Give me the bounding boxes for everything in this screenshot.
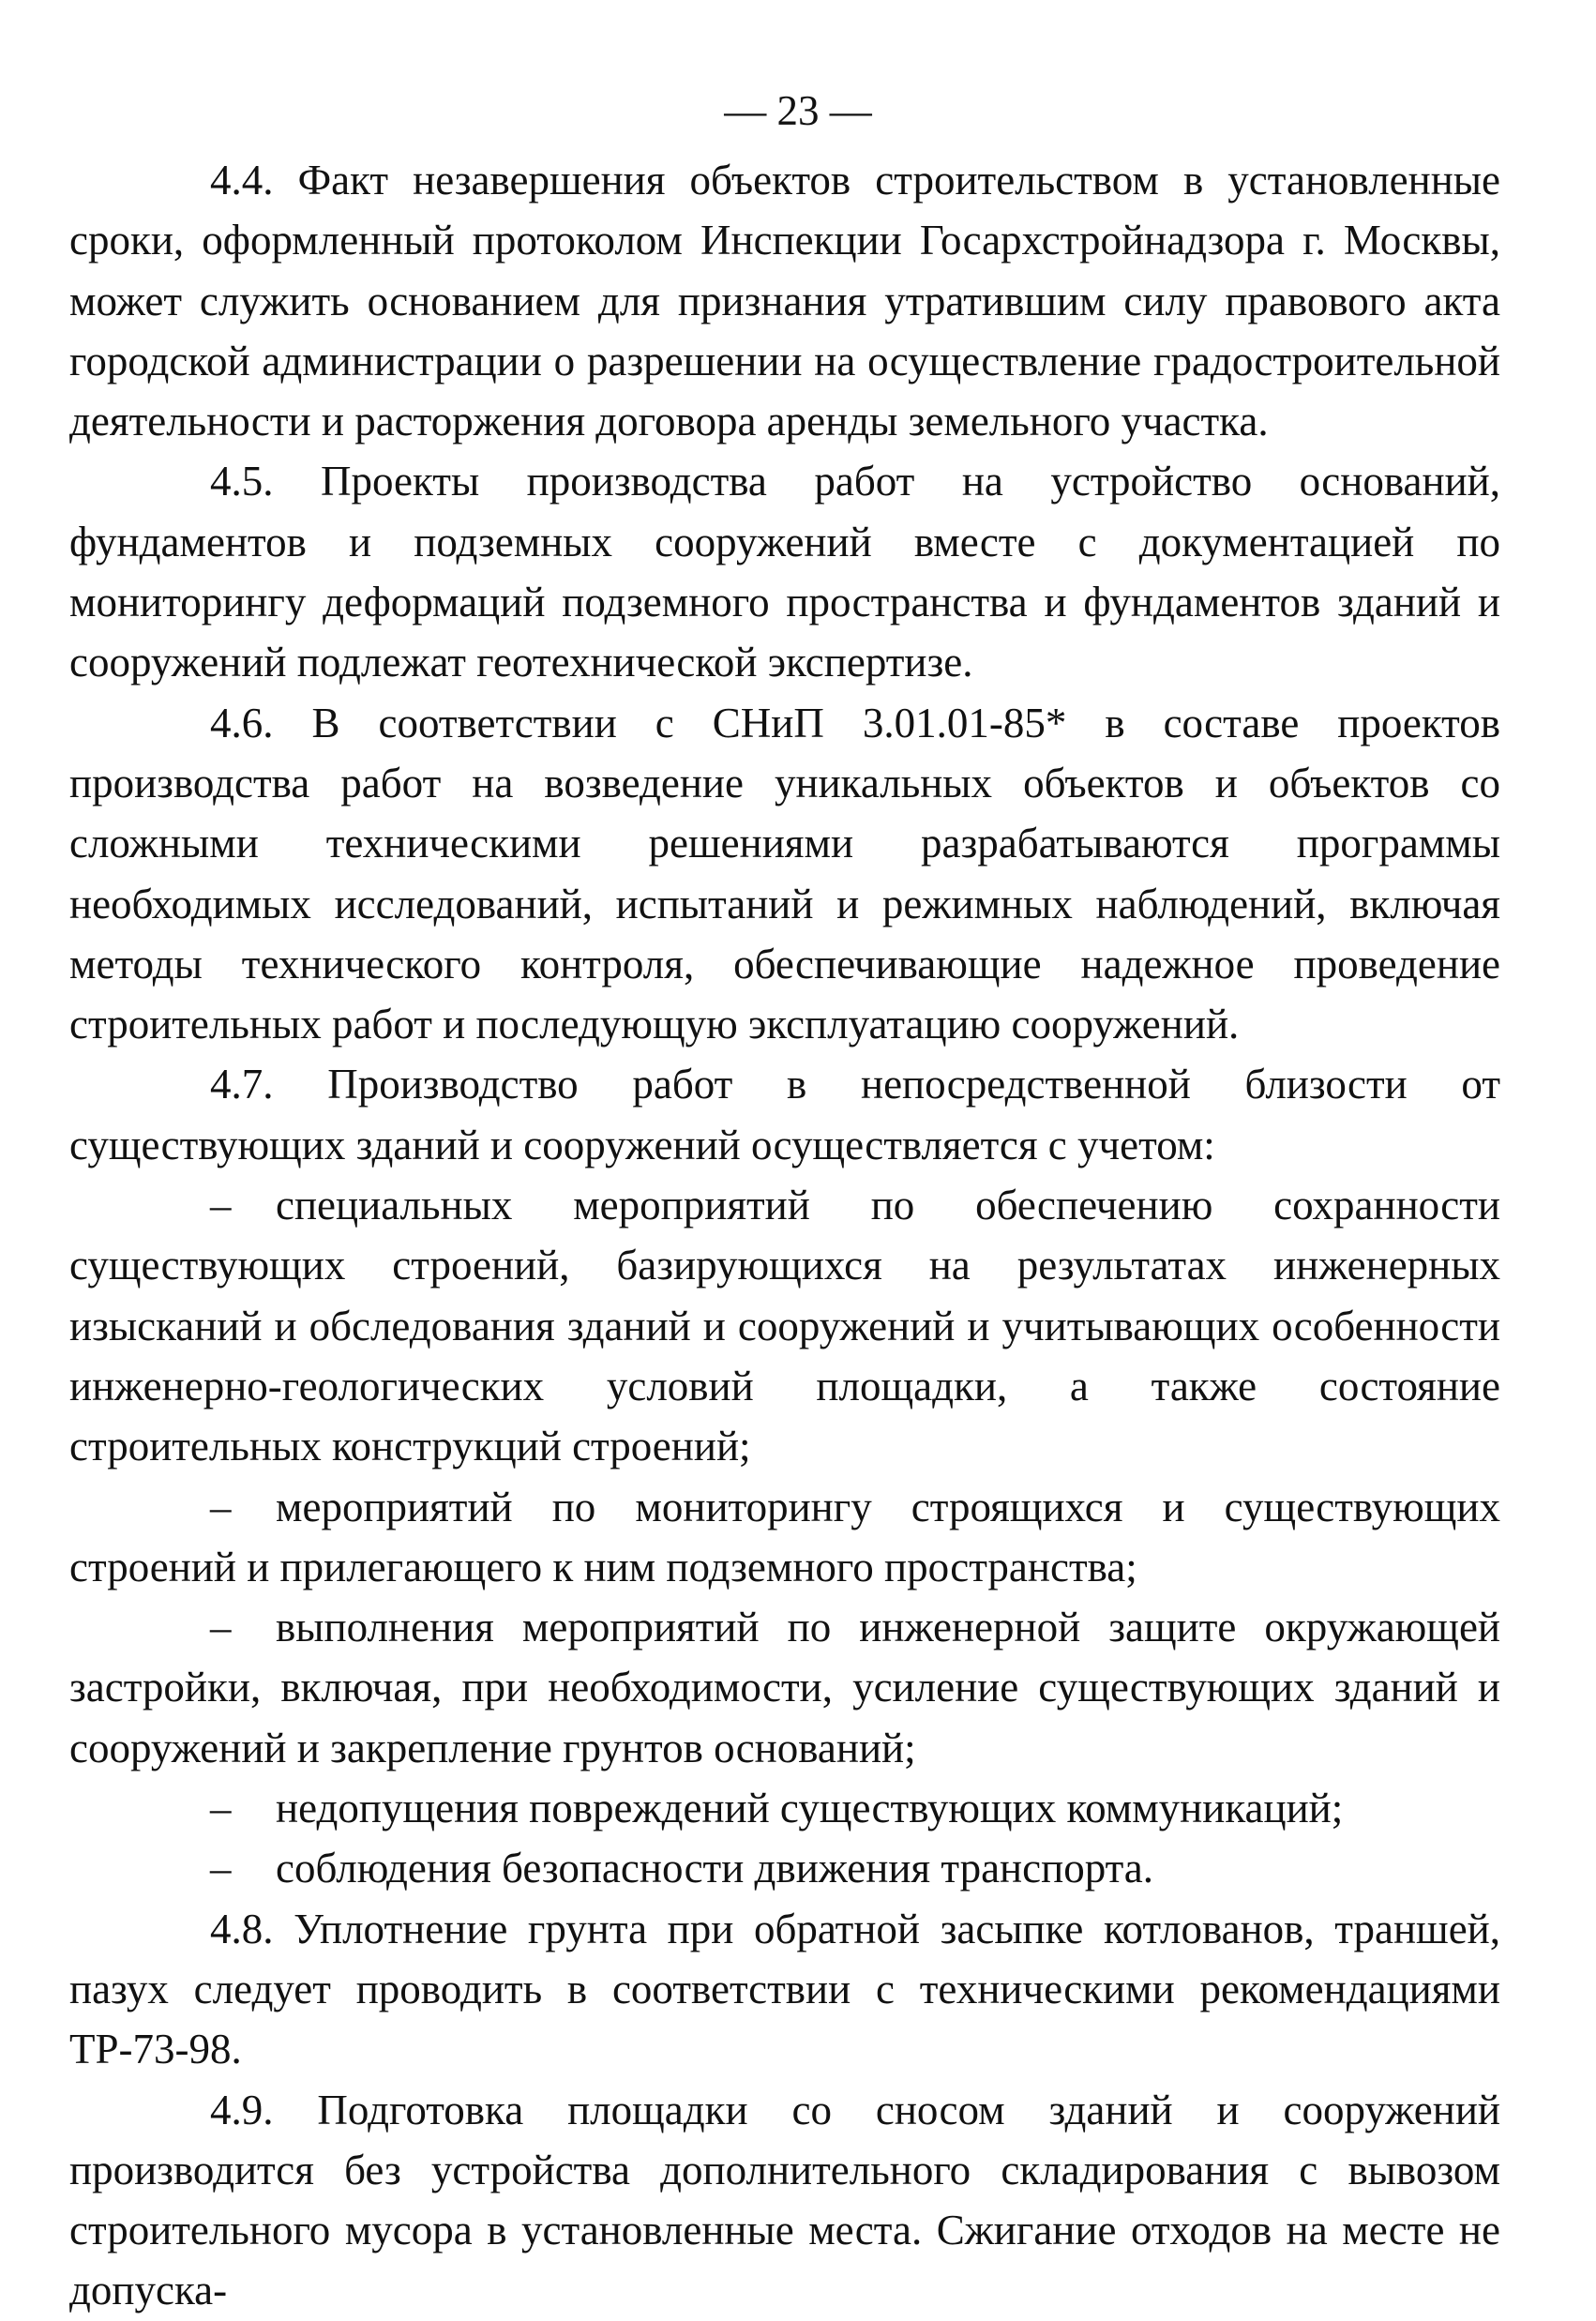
dash-marker: – (210, 1182, 232, 1229)
list-item-text: специальных мероприятий по обеспечению сохранности существующих строений, базирующихся на результатах инженерных изысканий и обследования зданий и сооружений и учитывающих особенности инженерно-геологических условий площадки, а также состояние строительных конструкций строений; (69, 1182, 1500, 1470)
dash-marker: – (210, 1604, 232, 1651)
list-item (69, 1838, 1500, 1898)
list-item (69, 1597, 1500, 1778)
list-item-text: выполнения мероприятий по инженерной защите окружающей застройки, включая, при необходимости, усиление существующих зданий и сооружений и закрепление грунтов оснований; (69, 1604, 1500, 1771)
paragraph-4-8: 4.8. Уплотнение грунта при обратной засыпке котлованов, траншей, пазух следует проводить в соответствии с техническими рекомендациями ТР-73-98. (69, 1905, 1500, 2073)
paragraph-4-6: 4.6. В соответствии с СНиП 3.01.01-85* в составе проектов производства работ на возведение уникальных объектов и объектов со сложными техническими решениями разрабатываются программы необходимых исследований, испытаний и режимных наблюдений, включая методы технического контроля, обеспечивающие надежное проведение строительных работ и последующую эксплуатацию сооружений. (69, 699, 1500, 1048)
page-number: — 23 — (724, 87, 872, 134)
dash-marker: – (210, 1483, 232, 1530)
list-item (69, 1778, 1500, 1838)
paragraph-4-7: 4.7. Производство работ в непосредственной близости от существующих зданий и сооружений осуществляется с учетом: (69, 1061, 1500, 1168)
dash-marker: – (210, 1785, 232, 1832)
list-item (69, 1477, 1500, 1598)
dash-marker: – (210, 1845, 232, 1892)
list-item-text: мероприятий по мониторингу строящихся и существующих строений и прилегающего к ним подземного пространства; (69, 1483, 1500, 1590)
paragraph-4-9: 4.9. Подготовка площадки со сносом зданий и сооружений производится без устройства дополнительного складирования с вывозом строительного мусора в установленные места. Сжигание отходов на месте не допуска- (69, 2086, 1500, 2314)
list-item-text: соблюдения безопасности движения транспорта. (276, 1845, 1154, 1892)
list-item-text: недопущения повреждений существующих коммуникаций; (276, 1785, 1344, 1832)
list-item (69, 1175, 1500, 1476)
document-body (69, 150, 1500, 2321)
paragraph-4-5: 4.5. Проекты производства работ на устройство оснований, фундаментов и подземных сооружений вместе с документацией по мониторингу деформаций подземного пространства и фундаментов зданий и сооружений подлежат геотехнической экспертизе. (69, 458, 1500, 686)
paragraph-4-4: 4.4. Факт незавершения объектов строительством в установленные сроки, оформленный протоколом Инспекции Госархстройнадзора г. Москвы, может служить основанием для признания утратившим силу правового акта городской администрации о разрешении на осуществление градостроительной деятельности и расторжения договора аренды земельного участка. (69, 157, 1500, 445)
